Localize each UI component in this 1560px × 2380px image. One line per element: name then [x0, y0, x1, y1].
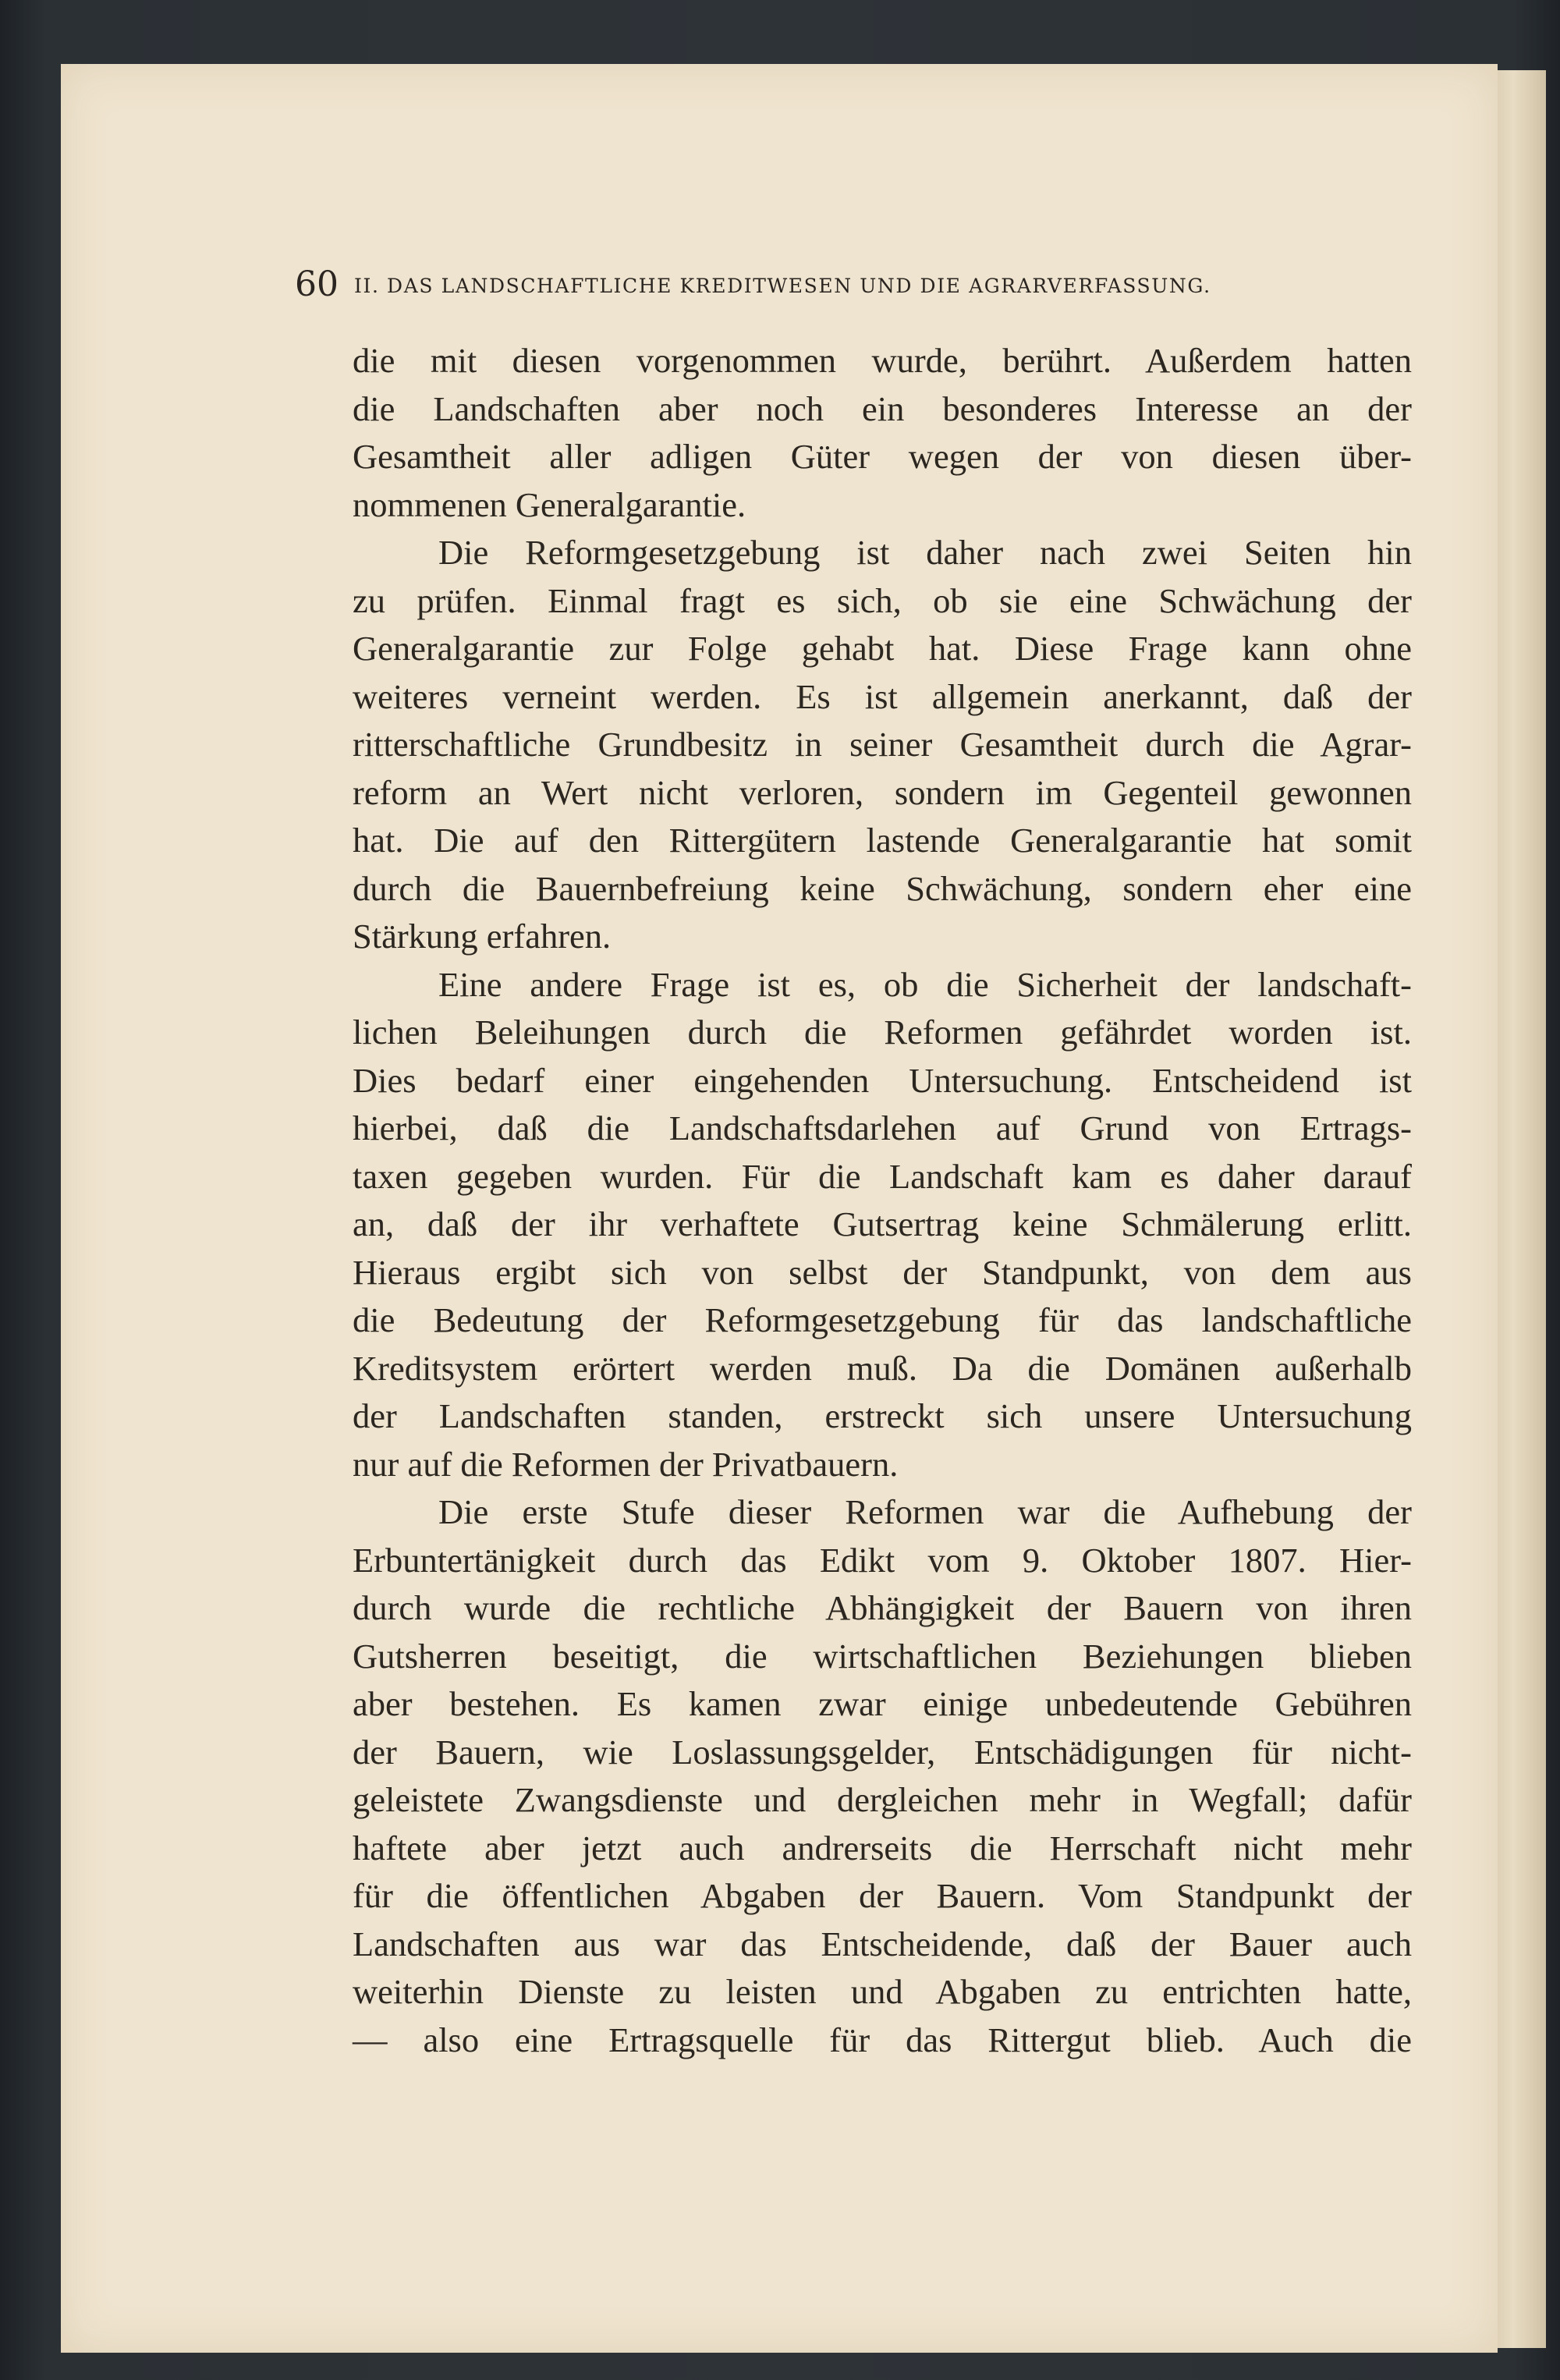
text-line: an, daß der ihr verhaftete Gutsertrag keine Schmälerung erlitt.	[353, 1204, 1412, 1243]
text-line: geleistete Zwangsdienste und dergleichen mehr in Wegfall; dafür	[353, 1780, 1412, 1819]
text-line: der Landschaften standen, erstreckt sich unsere Untersuchung	[353, 1396, 1412, 1435]
text-line: weiteres verneint werden. Es ist allgemein anerkannt, daß der	[353, 676, 1412, 716]
text-line: taxen gegeben wurden. Für die Landschaft kam es daher darauf	[353, 1156, 1412, 1196]
text-line: Kreditsystem erörtert werden muß. Da die Domänen außerhalb	[353, 1348, 1412, 1388]
running-head: II. DAS LANDSCHAFTLICHE KREDITWESEN UND DIE AGRARVERFASSUNG.	[354, 275, 1211, 297]
text-line: — also eine Ertragsquelle für das Rittergut blieb. Auch die	[353, 2020, 1412, 2059]
text-line: haftete aber jetzt auch andrerseits die Herrschaft nicht mehr	[353, 1828, 1412, 1867]
text-line: Gesamtheit aller adligen Güter wegen der von diesen über-	[353, 437, 1412, 476]
text-line: durch die Bauernbefreiung keine Schwächung, sondern eher eine	[353, 868, 1412, 908]
text-line: lichen Beleihungen durch die Reformen gefährdet worden ist.	[353, 1013, 1412, 1052]
text-line: Eine andere Frage ist es, ob die Sicherheit der landschaft-	[438, 964, 1412, 1004]
text-line: Landschaften aus war das Entscheidende, daß der Bauer auch	[353, 1924, 1412, 1963]
text-line: Die Reformgesetzgebung ist daher nach zwei Seiten hin	[438, 533, 1412, 572]
text-line: hierbei, daß die Landschaftsdarlehen auf Grund von Ertrags-	[353, 1108, 1412, 1147]
text-line: der Bauern, wie Loslassungsgelder, Entschädigungen für nicht-	[353, 1732, 1412, 1772]
page-number: 60	[295, 264, 339, 304]
page-edge	[1491, 70, 1546, 2348]
page-header	[295, 265, 1410, 304]
text-line: durch wurde die rechtliche Abhängigkeit der Bauern von ihren	[353, 1588, 1412, 1627]
text-line: Gutsherren beseitigt, die wirtschaftlichen Beziehungen blieben	[353, 1636, 1412, 1676]
text-line: Dies bedarf einer eingehenden Untersuchung. Entscheidend ist	[353, 1060, 1412, 1100]
text-line: die mit diesen vorgenommen wurde, berührt. Außerdem hatten	[353, 341, 1412, 380]
text-line: zu prüfen. Einmal fragt es sich, ob sie eine Schwächung der	[353, 580, 1412, 620]
text-line: für die öffentlichen Abgaben der Bauern. Vom Standpunkt der	[353, 1876, 1412, 1915]
body-text	[353, 337, 1412, 2064]
text-line: aber bestehen. Es kamen zwar einige unbedeutende Gebühren	[353, 1684, 1412, 1723]
text-line: Die erste Stufe dieser Reformen war die Aufhebung der	[438, 1492, 1412, 1531]
text-line: weiterhin Dienste zu leisten und Abgaben zu entrichten hatte,	[353, 1972, 1412, 2011]
text-line: ritterschaftliche Grundbesitz in seiner Gesamtheit durch die Agrar-	[353, 725, 1412, 764]
text-line: hat. Die auf den Rittergütern lastende Generalgarantie hat somit	[353, 821, 1412, 860]
text-line: die Landschaften aber noch ein besonderes Interesse an der	[353, 388, 1412, 428]
text-line: nur auf die Reformen der Privatbauern.	[353, 1444, 899, 1484]
text-line: Hieraus ergibt sich von selbst der Standpunkt, von dem aus	[353, 1252, 1412, 1292]
text-line: Generalgarantie zur Folge gehabt hat. Diese Frage kann ohne	[353, 629, 1412, 668]
text-line: nommenen Generalgarantie.	[353, 484, 746, 524]
text-line: Erbuntertänigkeit durch das Edikt vom 9. Oktober 1807. Hier-	[353, 1540, 1412, 1580]
text-line: reform an Wert nicht verloren, sondern im Gegenteil gewonnen	[353, 772, 1412, 812]
text-line: Stärkung erfahren.	[353, 917, 612, 956]
text-line: die Bedeutung der Reformgesetzgebung für das landschaftliche	[353, 1300, 1412, 1339]
